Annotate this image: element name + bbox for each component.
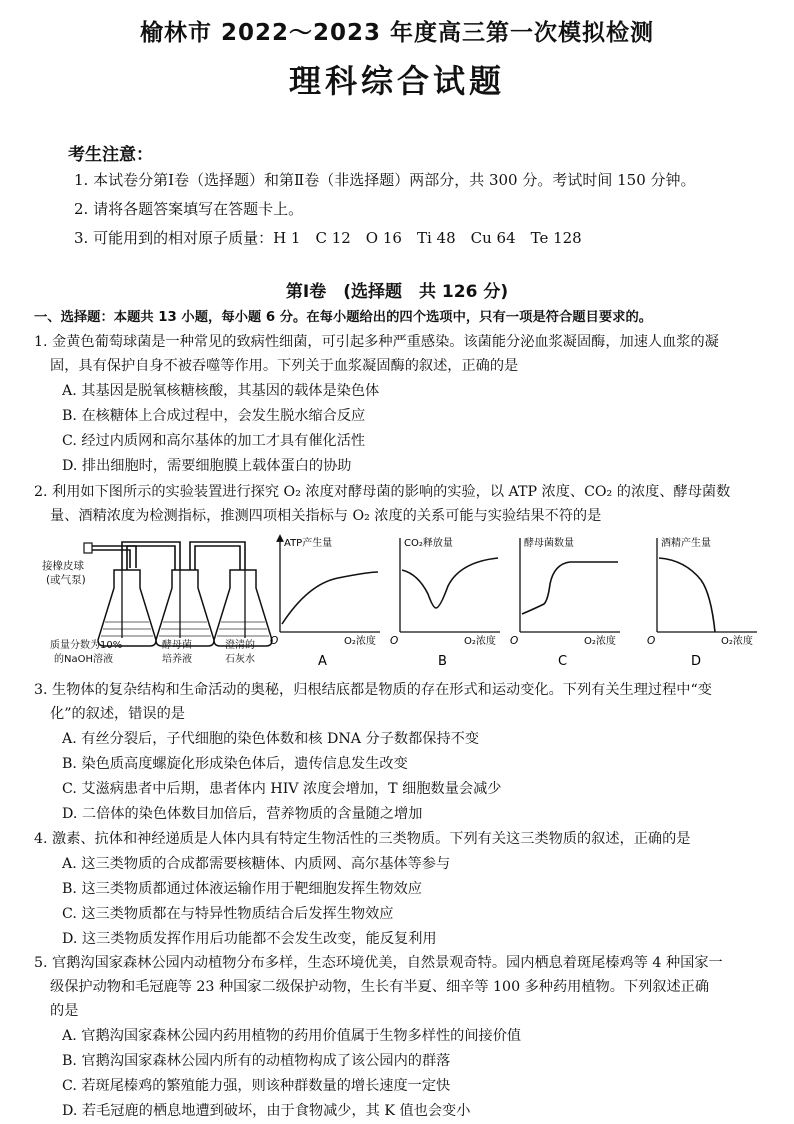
flask-group (98, 570, 272, 646)
question-4-option-c: C. 这三类物质都在与特异性物质结合后发挥生物效应 (62, 906, 394, 922)
flask-3-label: 石灰水 (225, 654, 255, 665)
question-3-option-b: B. 染色质高度螺旋化形成染色体后，遗传信息发生改变 (62, 756, 408, 772)
graph-a-origin: O (270, 635, 279, 647)
graph-c (508, 534, 628, 670)
question-2-stem: 量、酒精浓度为检测指标，推测四项相关指标与 O₂ 浓度的关系可能与实验结果不符的是 (50, 508, 602, 524)
graph-a-letter: A (318, 654, 327, 669)
flask-2-label: 酵母菌 (162, 640, 192, 651)
notice-item: 2. 请将各题答案填写在答题卡上。 (74, 200, 304, 218)
question-3-option-a: A. 有丝分裂后，子代细胞的染色体数和核 DNA 分子数都保持不变 (62, 731, 480, 747)
question-5-option-c: C. 若斑尾榛鸡的繁殖能力强，则该种群数量的增长速度一定快 (62, 1078, 451, 1094)
graph-c-letter: C (558, 654, 568, 669)
graph-d-origin: O (647, 635, 656, 647)
question-5-option-d: D. 若毛冠鹿的栖息地遭到破坏，由于食物减少，其 K 值也会变小 (62, 1103, 471, 1119)
pump-label: (或气泵) (46, 574, 86, 586)
graph-b-letter: B (438, 654, 447, 669)
graph-d-xlabel: O₂浓度 (721, 636, 753, 647)
exam-title: 榆林市 2022～2023 年度高三第一次模拟检测 (139, 20, 655, 46)
graph-c-ylabel: 酵母菌数量 (524, 538, 574, 549)
question-1-stem: 1. 金黄色葡萄球菌是一种常见的致病性细菌，可引起多种严重感染。该菌能分泌血浆凝固酶，加速人血浆的凝 (34, 334, 719, 350)
question-4-option-b: B. 这三类物质都通过体液运输作用于靶细胞发挥生物效应 (62, 881, 422, 897)
question-5-stem: 5. 官鹅沟国家森林公园内动植物分布多样，生态环境优美，自然景观奇特。园内栖息着斑尾榛鸡等 4 种国家一 (34, 955, 723, 971)
graph-a-xlabel: O₂浓度 (344, 636, 376, 647)
question-5-stem: 的是 (50, 1003, 79, 1019)
graph-d-letter: D (691, 654, 702, 669)
graph-b-origin: O (390, 635, 399, 647)
graph-c-xlabel: O₂浓度 (584, 636, 616, 647)
notice-item: 3. 可能用到的相对原子质量：H 1 C 12 O 16 Ti 48 Cu 64 Te 128 (74, 229, 582, 247)
section-title: 第Ⅰ卷 (选择题 共 126 分) (285, 282, 509, 302)
curve-a (282, 572, 378, 624)
exam-subtitle: 理科综合试题 (288, 62, 505, 100)
curve-b (402, 558, 498, 608)
pump-connector (84, 543, 92, 553)
curve-d (659, 558, 715, 632)
question-1-option-a: A. 其基因是脱氧核糖核酸，其基因的载体是染色体 (62, 383, 380, 399)
flask-3-label: 澄清的 (225, 640, 255, 651)
graph-a-ylabel: ATP产生量 (284, 538, 333, 549)
question-1-option-c: C. 经过内质网和高尔基体的加工才具有催化活性 (62, 433, 366, 449)
question-3-stem: 3. 生物体的复杂结构和生命活动的奥秘，归根结底都是物质的存在形式和运动变化。下列有关生理过程中“变 (34, 682, 712, 698)
flask-2 (156, 570, 214, 646)
pump-label: 接橡皮球 (42, 560, 84, 572)
graph-b-xlabel: O₂浓度 (464, 636, 496, 647)
question-3-option-c: C. 艾滋病患者中后期，患者体内 HIV 浓度会增加，T 细胞数量会减少 (62, 781, 502, 797)
flask-1 (98, 570, 156, 646)
question-5-option-a: A. 官鹅沟国家森林公园内药用植物的药用价值属于生物多样性的间接价值 (62, 1028, 522, 1044)
apparatus-figure (40, 530, 278, 672)
section-intro: 一、选择题：本题共 13 小题，每小题 6 分。在每小题给出的四个选项中，只有一项是符合题目要求的。 (34, 310, 653, 325)
question-5-stem: 级保护动物和毛冠鹿等 23 种国家二级保护动物，生长有半夏、细辛等 100 多种药用植物。下列叙述正确 (50, 979, 710, 995)
flask-3 (214, 570, 272, 646)
graph-b-ylabel: CO₂释放量 (404, 538, 453, 549)
graph-c-origin: O (510, 635, 519, 647)
question-1-option-d: D. 排出细胞时，需要细胞膜上载体蛋白的协助 (62, 458, 352, 474)
question-3-option-d: D. 二倍体的染色体数目加倍后，营养物质的含量随之增加 (62, 806, 423, 822)
graph-b (388, 534, 508, 670)
question-4-option-d: D. 这三类物质发挥作用后功能都不会发生改变，能反复利用 (62, 931, 437, 947)
flask-2-label: 培养液 (162, 654, 192, 665)
graph-d-ylabel: 酒精产生量 (661, 538, 711, 549)
question-4-stem: 4. 激素、抗体和神经递质是人体内具有特定生物活性的三类物质。下列有关这三类物质的叙述，正确的是 (34, 831, 691, 847)
question-3-stem: 化”的叙述，错误的是 (50, 706, 185, 722)
notice-heading: 考生注意： (68, 145, 153, 165)
question-5-option-b: B. 官鹅沟国家森林公园内所有的动植物构成了该公园内的群落 (62, 1053, 451, 1069)
curve-c (522, 562, 618, 614)
graph-a (268, 534, 388, 670)
question-2-stem: 2. 利用如下图所示的实验装置进行探究 O₂ 浓度对酵母菌的影响的实验，以 ATP 浓度、CO₂ 的浓度、酵母菌数 (34, 484, 731, 500)
question-4-option-a: A. 这三类物质的合成都需要核糖体、内质网、高尔基体等参与 (62, 856, 451, 872)
graph-d (645, 534, 765, 670)
flask-1-label: 质量分数为10% (50, 640, 123, 651)
flask-1-label: 的NaOH溶液 (54, 654, 113, 665)
question-1-stem: 固，具有保护自身不被吞噬等作用。下列关于血浆凝固酶的叙述，正确的是 (50, 358, 519, 374)
question-1-option-b: B. 在核糖体上合成过程中，会发生脱水缩合反应 (62, 408, 366, 424)
notice-item: 1. 本试卷分第Ⅰ卷（选择题）和第Ⅱ卷（非选择题）两部分，共 300 分。考试时间 150 分钟。 (74, 171, 696, 189)
